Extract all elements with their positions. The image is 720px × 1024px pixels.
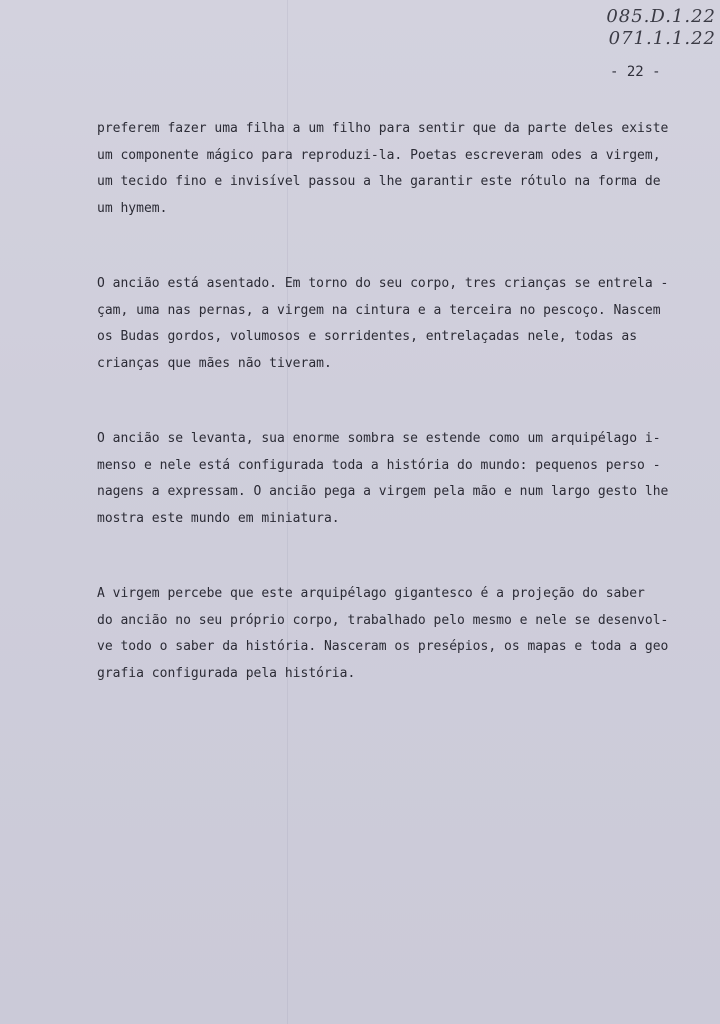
text-line: um componente mágico para reproduzi-la. Poetas escreveram odes a virgem, <box>97 147 661 163</box>
text-line: do ancião no seu próprio corpo, trabalhado pelo mesmo e nele se desenvol- <box>97 612 669 628</box>
text-line: um hymem. <box>97 200 168 216</box>
text-line: preferem fazer uma filha a um filho para sentir que da parte deles existe <box>97 121 669 136</box>
archive-codes <box>606 6 716 50</box>
paragraph <box>97 426 697 532</box>
text-line: O ancião está asentado. Em torno do seu corpo, tres crianças se entrela - <box>97 276 669 291</box>
paragraph <box>97 271 697 377</box>
paragraph <box>97 116 697 222</box>
page-number: - 22 - <box>610 64 661 80</box>
text-line: os Budas gordos, volumosos e sorridentes, entrelaçadas nele, todas as <box>97 329 638 344</box>
text-line: O ancião se levanta, sua enorme sombra se estende como um arquipélago i- <box>97 431 661 446</box>
paragraph <box>97 581 697 687</box>
text-line: grafia configurada pela história. <box>97 665 356 681</box>
archive-code: 071.1.1.22 <box>608 28 716 49</box>
text-line: mostra este mundo em miniatura. <box>97 510 340 526</box>
text-line: um tecido fino e invisível passou a lhe garantir este rótulo na forma de <box>97 174 661 189</box>
text-line: crianças que mães não tiveram. <box>97 355 332 371</box>
text-line: ve todo o saber da história. Nasceram os presépios, os mapas e toda a geo <box>97 639 669 654</box>
text-line: A virgem percebe que este arquipélago gigantesco é a projeção do saber <box>97 586 645 601</box>
archive-code: 085.D.1.22 <box>606 6 716 27</box>
text-line: menso e nele está configurada toda a história do mundo: pequenos perso - <box>97 457 661 473</box>
text-line: çam, uma nas pernas, a virgem na cintura e a terceira no pescoço. Nascem <box>97 302 661 318</box>
text-line: nagens a expressam. O ancião pega a virgem pela mão e num largo gesto lhe <box>97 484 669 499</box>
body-text <box>97 116 697 736</box>
